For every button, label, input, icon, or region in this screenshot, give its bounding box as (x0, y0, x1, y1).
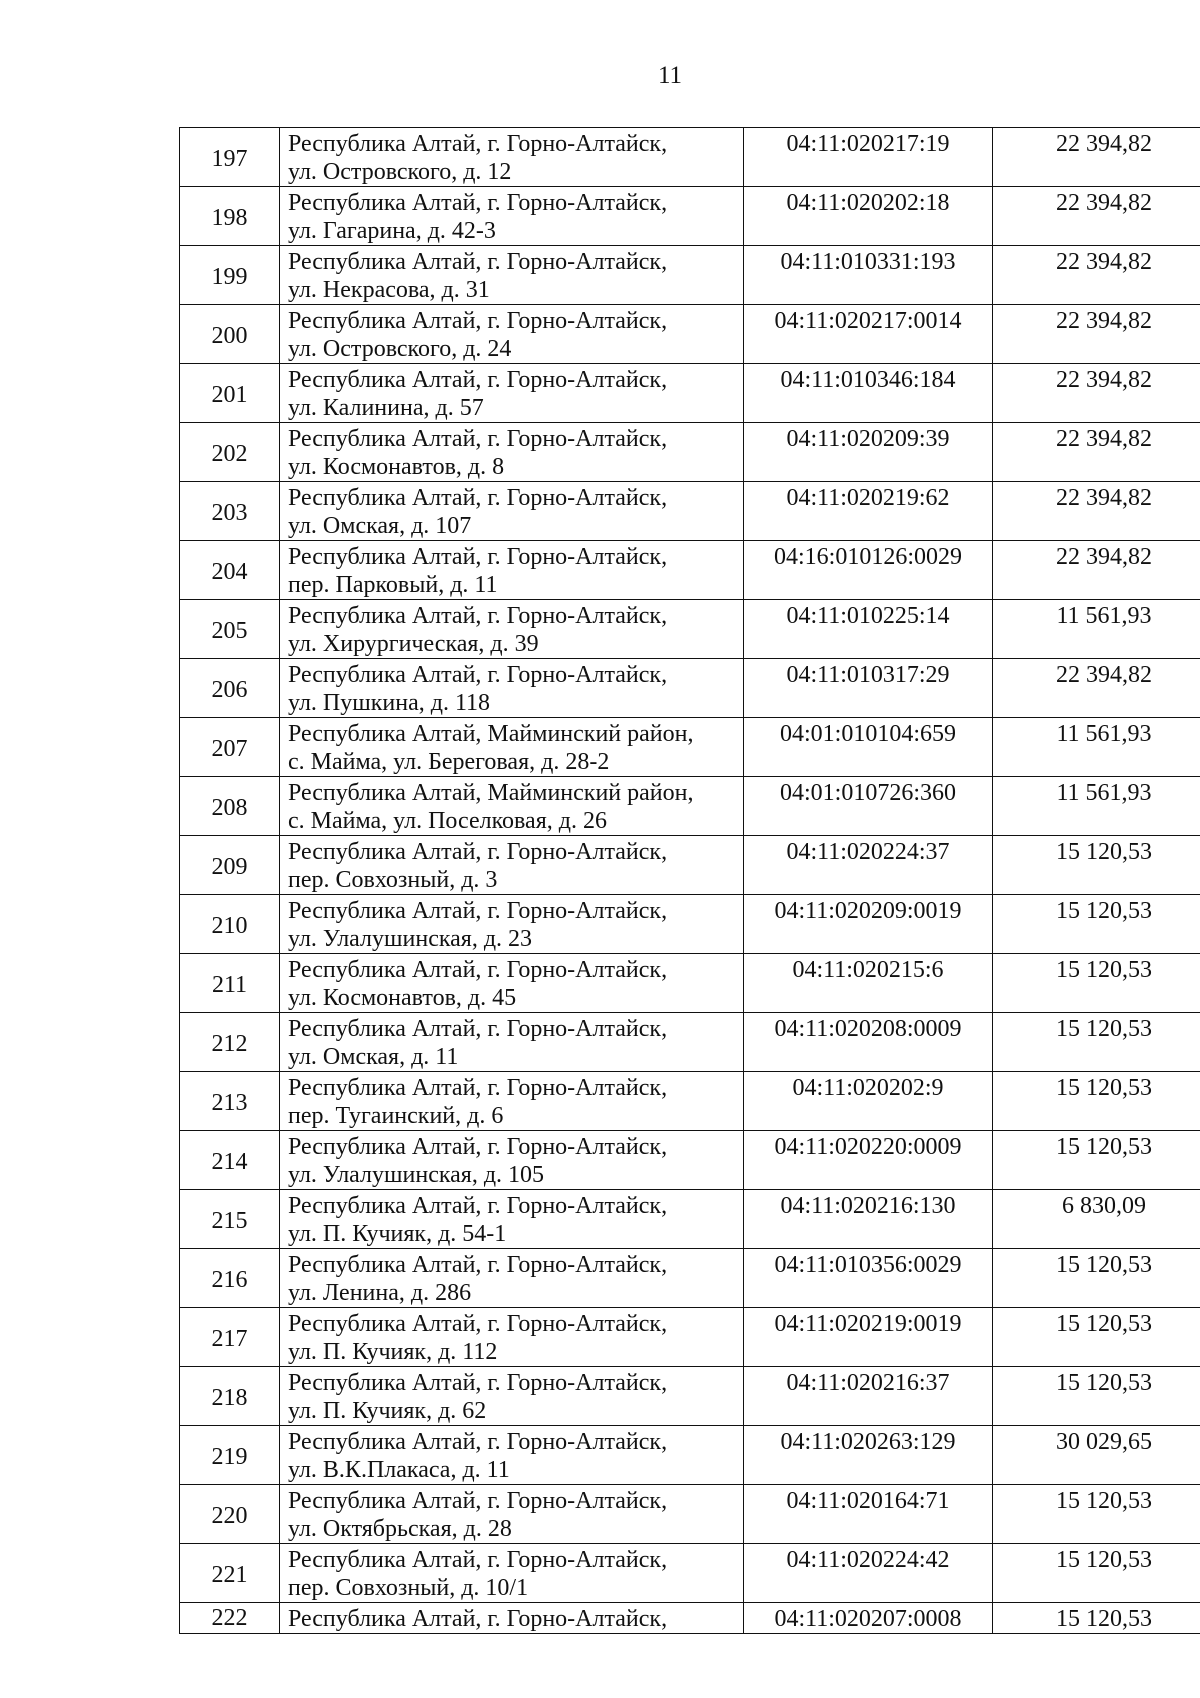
address-line-2: ул. Космонавтов, д. 45 (288, 985, 517, 1011)
property-table-body (180, 128, 1200, 1634)
address-line-2: ул. П. Кучияк, д. 112 (288, 1339, 498, 1365)
address-line-1: Республика Алтай, г. Горно-Алтайск, (288, 367, 668, 393)
cadastral-number-cell: 04:01:010104:659 (744, 718, 993, 777)
row-number-cell: 219 (180, 1426, 280, 1485)
table-row (180, 423, 1200, 482)
address-cell (280, 1426, 744, 1485)
address-line-2: ул. Островского, д. 24 (288, 336, 512, 362)
address-line-2: ул. Пушкина, д. 118 (288, 690, 491, 716)
amount-cell: 15 120,53 (993, 1072, 1200, 1131)
address-cell (280, 423, 744, 482)
row-number-cell: 197 (180, 128, 280, 187)
row-number-cell: 201 (180, 364, 280, 423)
amount-cell: 22 394,82 (993, 187, 1200, 246)
address-line-2: ул. Омская, д. 11 (288, 1044, 459, 1070)
address-line-1: Республика Алтай, г. Горно-Алтайск, (288, 839, 668, 865)
address-line-2: ул. Улалушинская, д. 23 (288, 926, 533, 952)
address-line-2: ул. П. Кучияк, д. 62 (288, 1398, 487, 1424)
address-line-2: пер. Совхозный, д. 3 (288, 867, 498, 893)
cadastral-number-cell: 04:11:020208:0009 (744, 1013, 993, 1072)
table-row (180, 659, 1200, 718)
table-row (180, 1072, 1200, 1131)
row-number-cell: 206 (180, 659, 280, 718)
amount-cell: 11 561,93 (993, 600, 1200, 659)
amount-cell: 15 120,53 (993, 1308, 1200, 1367)
table-row (180, 1308, 1200, 1367)
amount-cell: 15 120,53 (993, 1249, 1200, 1308)
row-number-cell: 216 (180, 1249, 280, 1308)
address-line-1: Республика Алтай, г. Горно-Алтайск, (288, 131, 668, 157)
property-table (179, 127, 1200, 1634)
row-number-cell: 218 (180, 1367, 280, 1426)
amount-cell: 22 394,82 (993, 482, 1200, 541)
address-cell (280, 895, 744, 954)
address-line-1: Республика Алтай, г. Горно-Алтайск, (288, 1134, 668, 1160)
row-number-cell: 210 (180, 895, 280, 954)
address-cell (280, 1367, 744, 1426)
amount-cell: 22 394,82 (993, 541, 1200, 600)
address-line-2: ул. Улалушинская, д. 105 (288, 1162, 545, 1188)
cadastral-number-cell: 04:16:010126:0029 (744, 541, 993, 600)
cadastral-number-cell: 04:11:010356:0029 (744, 1249, 993, 1308)
cadastral-number-cell: 04:11:010331:193 (744, 246, 993, 305)
row-number-cell: 199 (180, 246, 280, 305)
address-line-2: ул. П. Кучияк, д. 54-1 (288, 1221, 507, 1247)
address-line-2: ул. Омская, д. 107 (288, 513, 472, 539)
table-row (180, 482, 1200, 541)
amount-cell: 11 561,93 (993, 777, 1200, 836)
table-row (180, 1249, 1200, 1308)
address-cell (280, 954, 744, 1013)
address-cell (280, 1603, 744, 1634)
address-line-2: ул. Хирургическая, д. 39 (288, 631, 539, 657)
address-cell (280, 187, 744, 246)
table-row (180, 541, 1200, 600)
amount-cell: 15 120,53 (993, 1131, 1200, 1190)
table-row (180, 1190, 1200, 1249)
row-number-cell: 213 (180, 1072, 280, 1131)
cadastral-number-cell: 04:11:020217:19 (744, 128, 993, 187)
address-line-2: с. Майма, ул. Поселковая, д. 26 (288, 808, 607, 834)
table-row (180, 187, 1200, 246)
row-number-cell: 211 (180, 954, 280, 1013)
address-line-1: Республика Алтай, г. Горно-Алтайск, (288, 249, 668, 275)
address-cell (280, 836, 744, 895)
address-cell (280, 482, 744, 541)
table-row (180, 1544, 1200, 1603)
cadastral-number-cell: 04:11:020209:0019 (744, 895, 993, 954)
address-line-2: ул. В.К.Плакаса, д. 11 (288, 1457, 510, 1483)
address-line-1: Республика Алтай, г. Горно-Алтайск, (288, 898, 668, 924)
table-row (180, 305, 1200, 364)
address-cell (280, 541, 744, 600)
address-cell (280, 777, 744, 836)
cadastral-number-cell: 04:11:020216:130 (744, 1190, 993, 1249)
table-row (180, 1013, 1200, 1072)
page-number: 11 (657, 62, 683, 89)
row-number-cell: 222 (180, 1603, 280, 1634)
address-line-2: ул. Калинина, д. 57 (288, 395, 484, 421)
amount-cell: 15 120,53 (993, 954, 1200, 1013)
row-number-cell: 198 (180, 187, 280, 246)
address-line-1: Республика Алтай, г. Горно-Алтайск, (288, 1016, 668, 1042)
table-row (180, 836, 1200, 895)
address-line-1: Республика Алтай, г. Горно-Алтайск, (288, 1429, 668, 1455)
address-cell (280, 1190, 744, 1249)
cadastral-number-cell: 04:11:020164:71 (744, 1485, 993, 1544)
row-number-cell: 200 (180, 305, 280, 364)
row-number-cell: 214 (180, 1131, 280, 1190)
row-number-cell: 221 (180, 1544, 280, 1603)
address-cell (280, 1072, 744, 1131)
cadastral-number-cell: 04:11:020207:0008 (744, 1603, 993, 1634)
row-number-cell: 207 (180, 718, 280, 777)
address-line-1: Республика Алтай, г. Горно-Алтайск, (288, 1488, 668, 1514)
table-row (180, 1485, 1200, 1544)
address-line-1: Республика Алтай, г. Горно-Алтайск, (288, 544, 668, 570)
address-line-1: Республика Алтай, г. Горно-Алтайск, (288, 1606, 668, 1632)
address-line-2: пер. Парковый, д. 11 (288, 572, 498, 598)
address-line-1: Республика Алтай, г. Горно-Алтайск, (288, 662, 668, 688)
address-cell (280, 1485, 744, 1544)
address-line-1: Республика Алтай, г. Горно-Алтайск, (288, 1075, 668, 1101)
cadastral-number-cell: 04:11:020219:0019 (744, 1308, 993, 1367)
table-row (180, 1426, 1200, 1485)
address-line-2: с. Майма, ул. Береговая, д. 28-2 (288, 749, 610, 775)
table-row (180, 1367, 1200, 1426)
table-row (180, 600, 1200, 659)
row-number-cell: 208 (180, 777, 280, 836)
cadastral-number-cell: 04:11:020209:39 (744, 423, 993, 482)
address-line-2: ул. Гагарина, д. 42-3 (288, 218, 496, 244)
row-number-cell: 202 (180, 423, 280, 482)
table-row (180, 718, 1200, 777)
address-cell (280, 1544, 744, 1603)
address-cell (280, 600, 744, 659)
table-row (180, 1603, 1200, 1634)
address-cell (280, 1013, 744, 1072)
address-line-1: Республика Алтай, г. Горно-Алтайск, (288, 1547, 668, 1573)
cadastral-number-cell: 04:11:010346:184 (744, 364, 993, 423)
cadastral-number-cell: 04:11:010225:14 (744, 600, 993, 659)
cadastral-number-cell: 04:11:020216:37 (744, 1367, 993, 1426)
cadastral-number-cell: 04:11:020202:18 (744, 187, 993, 246)
cadastral-number-cell: 04:11:020219:62 (744, 482, 993, 541)
row-number-cell: 217 (180, 1308, 280, 1367)
address-line-1: Республика Алтай, г. Горно-Алтайск, (288, 485, 668, 511)
table-row (180, 895, 1200, 954)
table-row (180, 777, 1200, 836)
amount-cell: 22 394,82 (993, 423, 1200, 482)
amount-cell: 15 120,53 (993, 836, 1200, 895)
amount-cell: 22 394,82 (993, 246, 1200, 305)
address-line-2: ул. Островского, д. 12 (288, 159, 512, 185)
table-row (180, 954, 1200, 1013)
amount-cell: 11 561,93 (993, 718, 1200, 777)
address-cell (280, 246, 744, 305)
address-cell (280, 305, 744, 364)
address-line-1: Республика Алтай, г. Горно-Алтайск, (288, 308, 668, 334)
amount-cell: 30 029,65 (993, 1426, 1200, 1485)
address-line-1: Республика Алтай, г. Горно-Алтайск, (288, 1370, 668, 1396)
cadastral-number-cell: 04:11:020202:9 (744, 1072, 993, 1131)
amount-cell: 22 394,82 (993, 364, 1200, 423)
amount-cell: 15 120,53 (993, 895, 1200, 954)
address-line-2: ул. Ленина, д. 286 (288, 1280, 472, 1306)
row-number-cell: 203 (180, 482, 280, 541)
address-line-1: Республика Алтай, г. Горно-Алтайск, (288, 603, 668, 629)
cadastral-number-cell: 04:11:020224:42 (744, 1544, 993, 1603)
address-line-1: Республика Алтай, г. Горно-Алтайск, (288, 1193, 668, 1219)
address-line-1: Республика Алтай, г. Горно-Алтайск, (288, 190, 668, 216)
amount-cell: 15 120,53 (993, 1485, 1200, 1544)
row-number-cell: 205 (180, 600, 280, 659)
table-row (180, 246, 1200, 305)
table-row (180, 364, 1200, 423)
address-line-1: Республика Алтай, г. Горно-Алтайск, (288, 426, 668, 452)
address-line-1: Республика Алтай, Майминский район, (288, 780, 694, 806)
address-line-2: ул. Космонавтов, д. 8 (288, 454, 505, 480)
address-cell (280, 659, 744, 718)
address-line-2: ул. Октябрьская, д. 28 (288, 1516, 512, 1542)
address-cell (280, 718, 744, 777)
address-line-1: Республика Алтай, Майминский район, (288, 721, 694, 747)
cadastral-number-cell: 04:11:010317:29 (744, 659, 993, 718)
address-line-2: пер. Тугаинский, д. 6 (288, 1103, 504, 1129)
address-cell (280, 1131, 744, 1190)
address-cell (280, 1249, 744, 1308)
address-line-2: пер. Совхозный, д. 10/1 (288, 1575, 529, 1601)
amount-cell: 15 120,53 (993, 1367, 1200, 1426)
cadastral-number-cell: 04:11:020215:6 (744, 954, 993, 1013)
address-line-1: Республика Алтай, г. Горно-Алтайск, (288, 957, 668, 983)
address-line-1: Республика Алтай, г. Горно-Алтайск, (288, 1252, 668, 1278)
address-cell (280, 364, 744, 423)
table-row (180, 1131, 1200, 1190)
cadastral-number-cell: 04:11:020217:0014 (744, 305, 993, 364)
row-number-cell: 204 (180, 541, 280, 600)
amount-cell: 22 394,82 (993, 128, 1200, 187)
row-number-cell: 215 (180, 1190, 280, 1249)
cadastral-number-cell: 04:11:020224:37 (744, 836, 993, 895)
table-row (180, 128, 1200, 187)
amount-cell: 15 120,53 (993, 1603, 1200, 1634)
amount-cell: 22 394,82 (993, 305, 1200, 364)
cadastral-number-cell: 04:11:020263:129 (744, 1426, 993, 1485)
row-number-cell: 220 (180, 1485, 280, 1544)
address-line-2: ул. Некрасова, д. 31 (288, 277, 490, 303)
cadastral-number-cell: 04:01:010726:360 (744, 777, 993, 836)
amount-cell: 22 394,82 (993, 659, 1200, 718)
address-cell (280, 128, 744, 187)
amount-cell: 15 120,53 (993, 1013, 1200, 1072)
amount-cell: 15 120,53 (993, 1544, 1200, 1603)
amount-cell: 6 830,09 (993, 1190, 1200, 1249)
row-number-cell: 212 (180, 1013, 280, 1072)
cadastral-number-cell: 04:11:020220:0009 (744, 1131, 993, 1190)
row-number-cell: 209 (180, 836, 280, 895)
address-line-1: Республика Алтай, г. Горно-Алтайск, (288, 1311, 668, 1337)
address-cell (280, 1308, 744, 1367)
